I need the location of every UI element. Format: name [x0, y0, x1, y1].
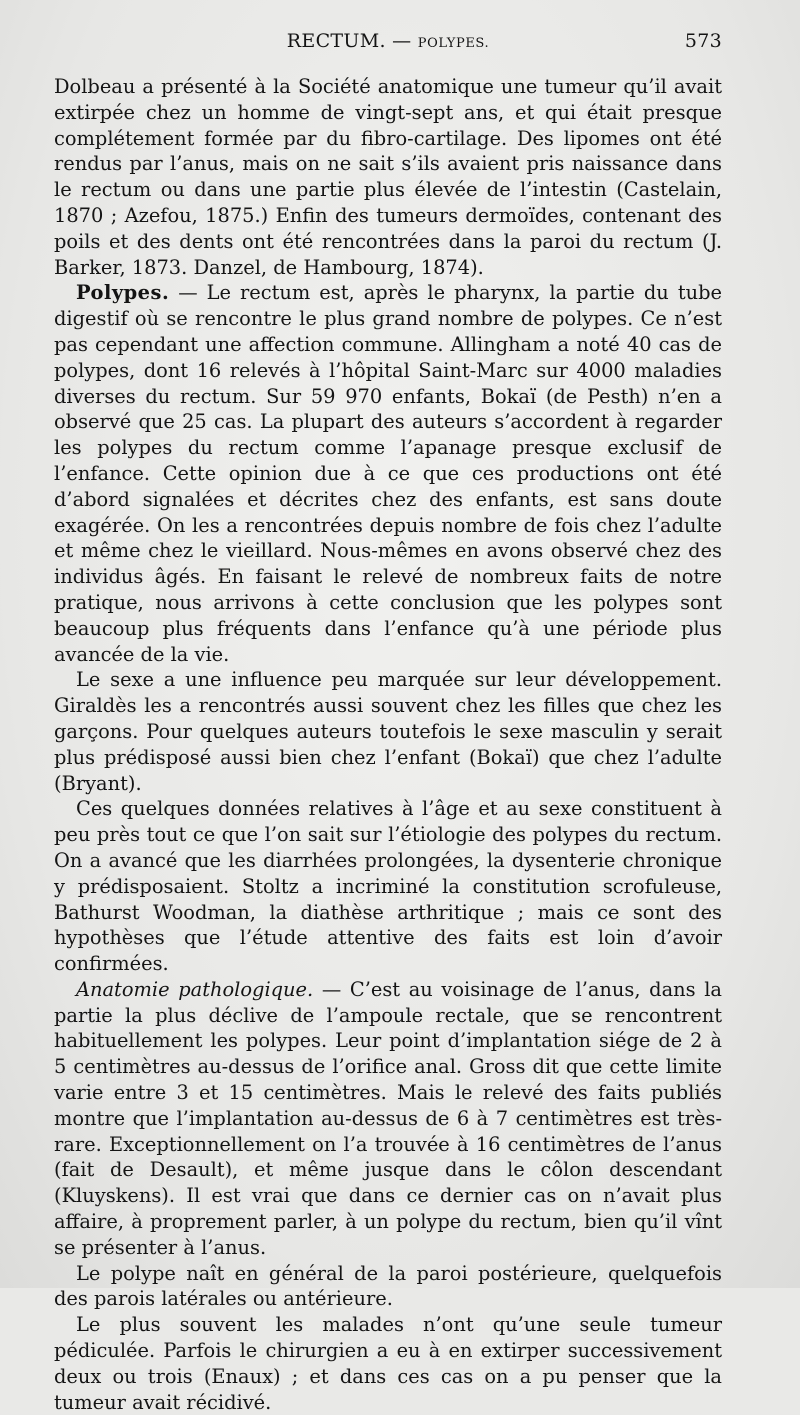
paragraph-sexe: Le sexe a une influence peu marquée sur leur développement. Giraldès les a rencontrés aussi souvent chez les filles que chez les garçons. Pour quelques auteurs toutefois le sexe masculin y serait plus prédisposé aussi bien chez l’enfant (Bokaï) que chez l’adulte (Bryant). — [54, 668, 722, 795]
paragraph-polypes — [54, 280, 722, 667]
running-title-sub: POLYPES. — [417, 36, 490, 51]
running-title-main: RECTUM. — [286, 30, 386, 52]
page-number: 573 — [684, 30, 722, 52]
paragraph-etiologie: Ces quelques données relatives à l’âge et au sexe constituent à peu près tout ce que l’on sait sur l’étiologie des polypes du rectum. On a avancé que les diarrhées prolongées, la dysenterie chronique y prédisposaient. Stoltz a incriminé la constitution scrofuleuse, Bathurst Woodman, la diathèse arthritique ; mais ce sont des hypothèses que l’étude attentive des faits est loin d’avoir confirmées. — [54, 797, 722, 976]
running-title — [54, 30, 722, 52]
paragraph-tumors: Dolbeau a présenté à la Société anatomique une tumeur qu’il avait extirpée chez un homme de vingt-sept ans, et qui était presque complétement formée par du fibro-cartilage. Des lipomes ont été rendus par l’anus, mais on ne sait s’ils avaient pris naissance dans le rectum ou dans une partie plus élevée de l’intestin (Castelain, 1870 ; Azefou, 1875.) Enfin des tumeurs dermoïdes, contenant des poils et des dents ont été rencontrées dans la paroi du rectum (J. Barker, 1873. Danzel, de Hambourg, 1874). — [54, 75, 722, 279]
page-body — [54, 74, 722, 1415]
running-header — [54, 30, 722, 60]
section-heading-anatomie: Anatomie pathologique. — [76, 977, 314, 1001]
paragraph-anatomie — [54, 977, 722, 1261]
paragraph-paroi: Le polype naît en général de la paroi postérieure, quelquefois des parois latérales ou antérieure. — [54, 1261, 722, 1311]
paragraph-anatomie-text: — C’est au voisinage de l’anus, dans la partie la plus déclive de l’ampoule rectale, que se rencontrent habituellement les polypes. Leur point d’implantation siége de 2 à 5 centimètres au-dessus de l’orifice anal. Gross dit que cette limite varie entre 3 et 15 centimètres. Mais le relevé des faits publiés montre que l’implantation au-dessus de 6 à 7 centimètres est très-rare. Exceptionnellement on l’a trouvée à 16 centimètres de l’anus (fait de Desault), et même jusque dans le côlon descendant (Kluyskens). Il est vrai que dans ce dernier cas on n’avait plus affaire, à proprement parler, à un polype du rectum, bien qu’il vînt se présenter à l’anus. — [54, 977, 722, 1259]
paragraph-tumeur-pediculee: Le plus souvent les malades n’ont qu’une seule tumeur pédiculée. Parfois le chirurgien a eu à en extirper successivement deux ou trois (Enaux) ; et dans ces cas on a pu penser que la tumeur avait récidivé. — [54, 1313, 722, 1414]
paragraph-polypes-text: — Le rectum est, après le pharynx, la partie du tube digestif où se rencontre le plus grand nombre de polypes. Ce n’est pas cependant une affection commune. Allingham a noté 40 cas de polypes, dont 16 relevés à l’hôpital Saint-Marc sur 4000 maladies diverses du rectum. Sur 59 970 enfants, Bokaï (de Pesth) n’en a observé que 25 cas. La plupart des auteurs s’accordent à regarder les polypes du rectum comme l’apanage presque exclusif de l’enfance. Cette opinion due à ce que ces productions ont été d’abord signalées et décrites chez des enfants, est sans doute exagérée. On les a rencontrées depuis nombre de fois chez l’adulte et même chez le vieillard. Nous-mêmes en avons observé chez des individus âgés. En faisant le relevé de nombreux faits de notre pratique, nous arrivons à cette conclusion que les polypes sont beaucoup plus fréquents dans l’enfance qu’à une période plus avancée de la vie. — [54, 281, 722, 666]
running-title-dash: — — [392, 30, 412, 52]
section-heading-polypes: Polypes. — [76, 281, 170, 305]
